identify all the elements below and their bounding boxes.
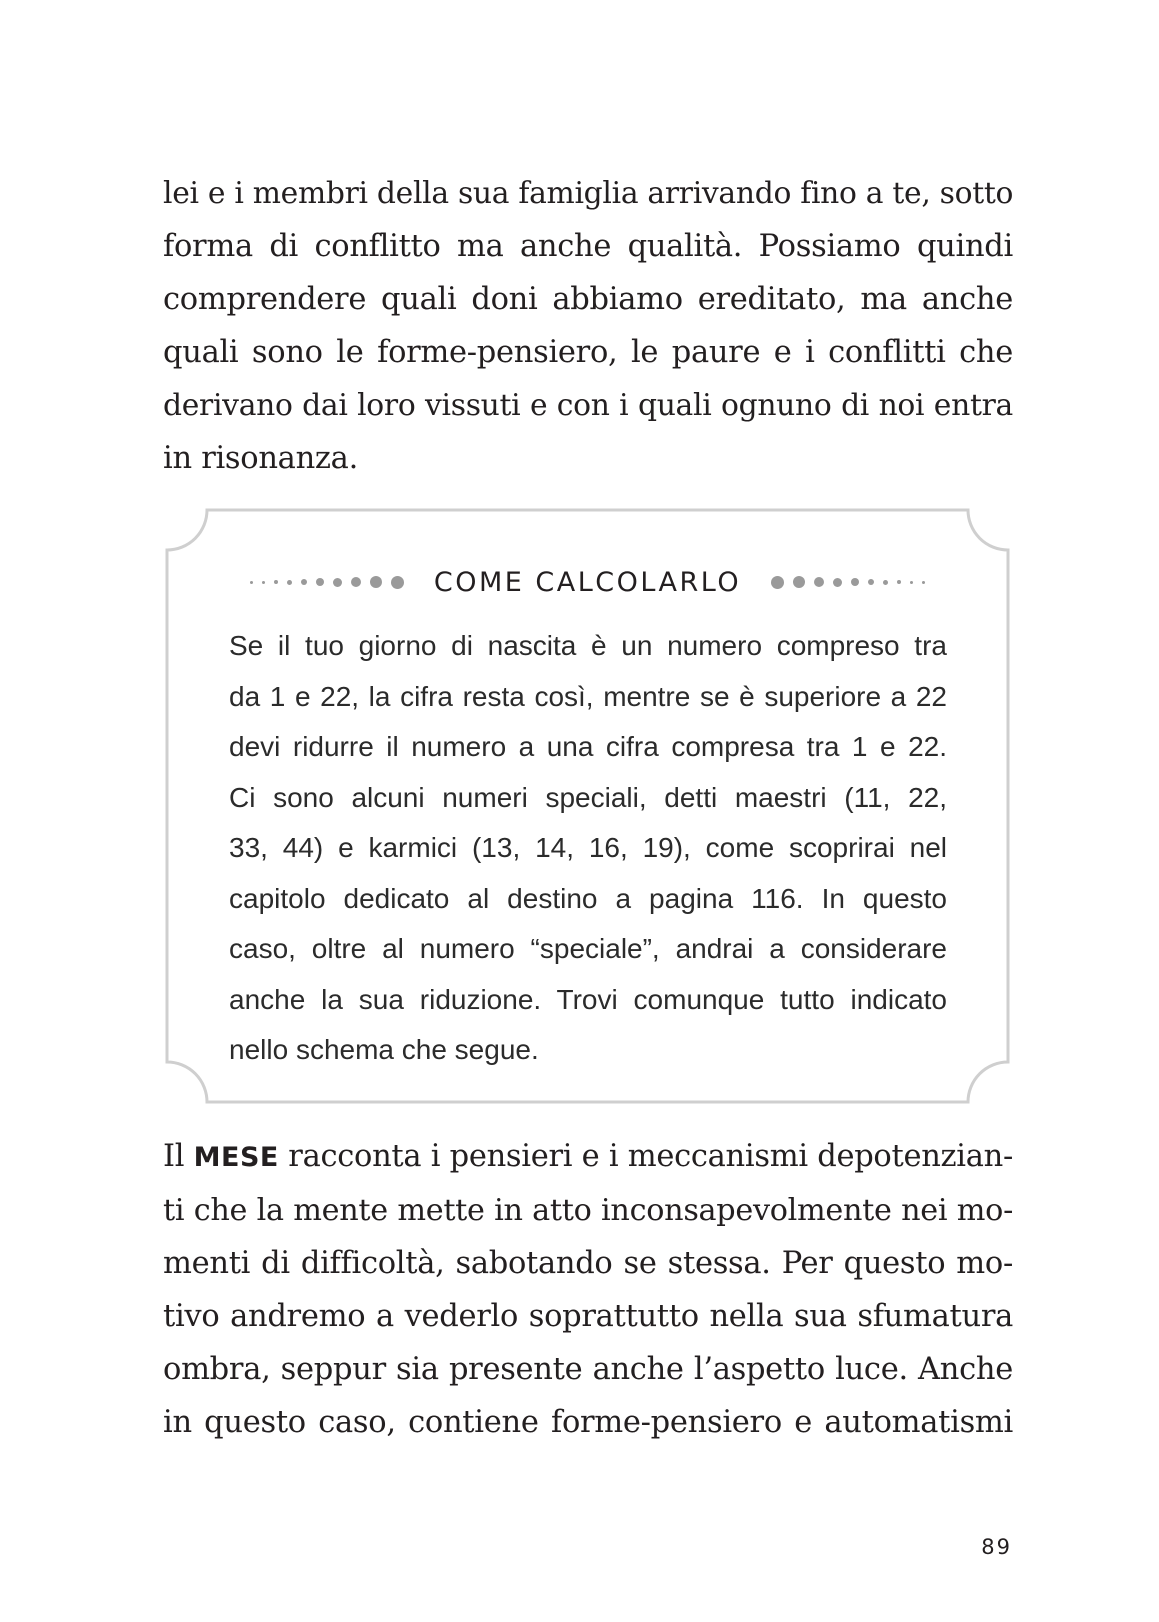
- box-title: COME CALCOLARLO: [433, 566, 742, 598]
- text-line: lei e i membri della sua famiglia arrivando fino a te, sotto: [163, 176, 1014, 211]
- text-line: nello schema che segue.: [229, 1034, 539, 1065]
- top-paragraph: [163, 167, 1013, 485]
- lead-text: Il: [163, 1139, 194, 1174]
- text-line: Se il tuo giorno di nascita è un numero compreso tra: [229, 630, 947, 661]
- text-line: comprendere quali doni abbiamo ereditato, ma anche: [163, 282, 1013, 317]
- text-line: Ci sono alcuni numeri speciali, detti maestri (11, 22,: [229, 781, 947, 813]
- box-body: [229, 621, 947, 1076]
- text-line: forma di conflitto ma anche qualità. Possiamo quindi: [163, 229, 1013, 264]
- text-line: tivo andremo a vederlo soprattutto nella sua sfumatura: [163, 1299, 1013, 1334]
- text-line: ti che la mente mette in atto inconsapevolmente nei mo-: [163, 1193, 1013, 1228]
- text-line: ombra, seppur sia presente anche l’aspetto luce. Anche: [163, 1352, 1013, 1387]
- text-line: in questo caso, contiene forme-pensiero e automatismi: [163, 1405, 1013, 1440]
- text-line: da 1 e 22, la cifra resta così, mentre se è superiore a 22: [229, 680, 947, 712]
- bottom-paragraph: [163, 1130, 1013, 1449]
- text-line: quali sono le forme-pensiero, le paure e i conflitti che: [163, 335, 1013, 370]
- text-line: devi ridurre il numero a una cifra compresa tra 1 e 22.: [229, 731, 947, 762]
- info-box: [165, 508, 1010, 1104]
- text-line: derivano dai loro vissuti e con i quali ognuno di noi entra: [163, 388, 1013, 423]
- page-number: 89: [981, 1535, 1012, 1559]
- box-header: [165, 562, 1010, 602]
- text-line: capitolo dedicato al destino a pagina 116. In questo: [229, 882, 947, 914]
- dots-left-decoration: [250, 576, 404, 589]
- dots-right-decoration: [771, 576, 925, 589]
- text-line: 33, 44) e karmici (13, 14, 16, 19), come scoprirai nel: [229, 832, 947, 863]
- text-line: caso, oltre al numero “speciale”, andrai a considerare: [229, 933, 947, 964]
- text-line: anche la sua riduzione. Trovi comunque tutto indicato: [229, 983, 947, 1015]
- text-line-first: [163, 1130, 1013, 1184]
- text-line: in risonanza.: [163, 441, 358, 476]
- keyword-mese: MESE: [193, 1142, 279, 1173]
- text-line: menti di difficoltà, sabotando se stessa. Per questo mo-: [163, 1246, 1013, 1281]
- line-rest-text: racconta i pensieri e i meccanismi depotenzian-: [278, 1139, 1013, 1174]
